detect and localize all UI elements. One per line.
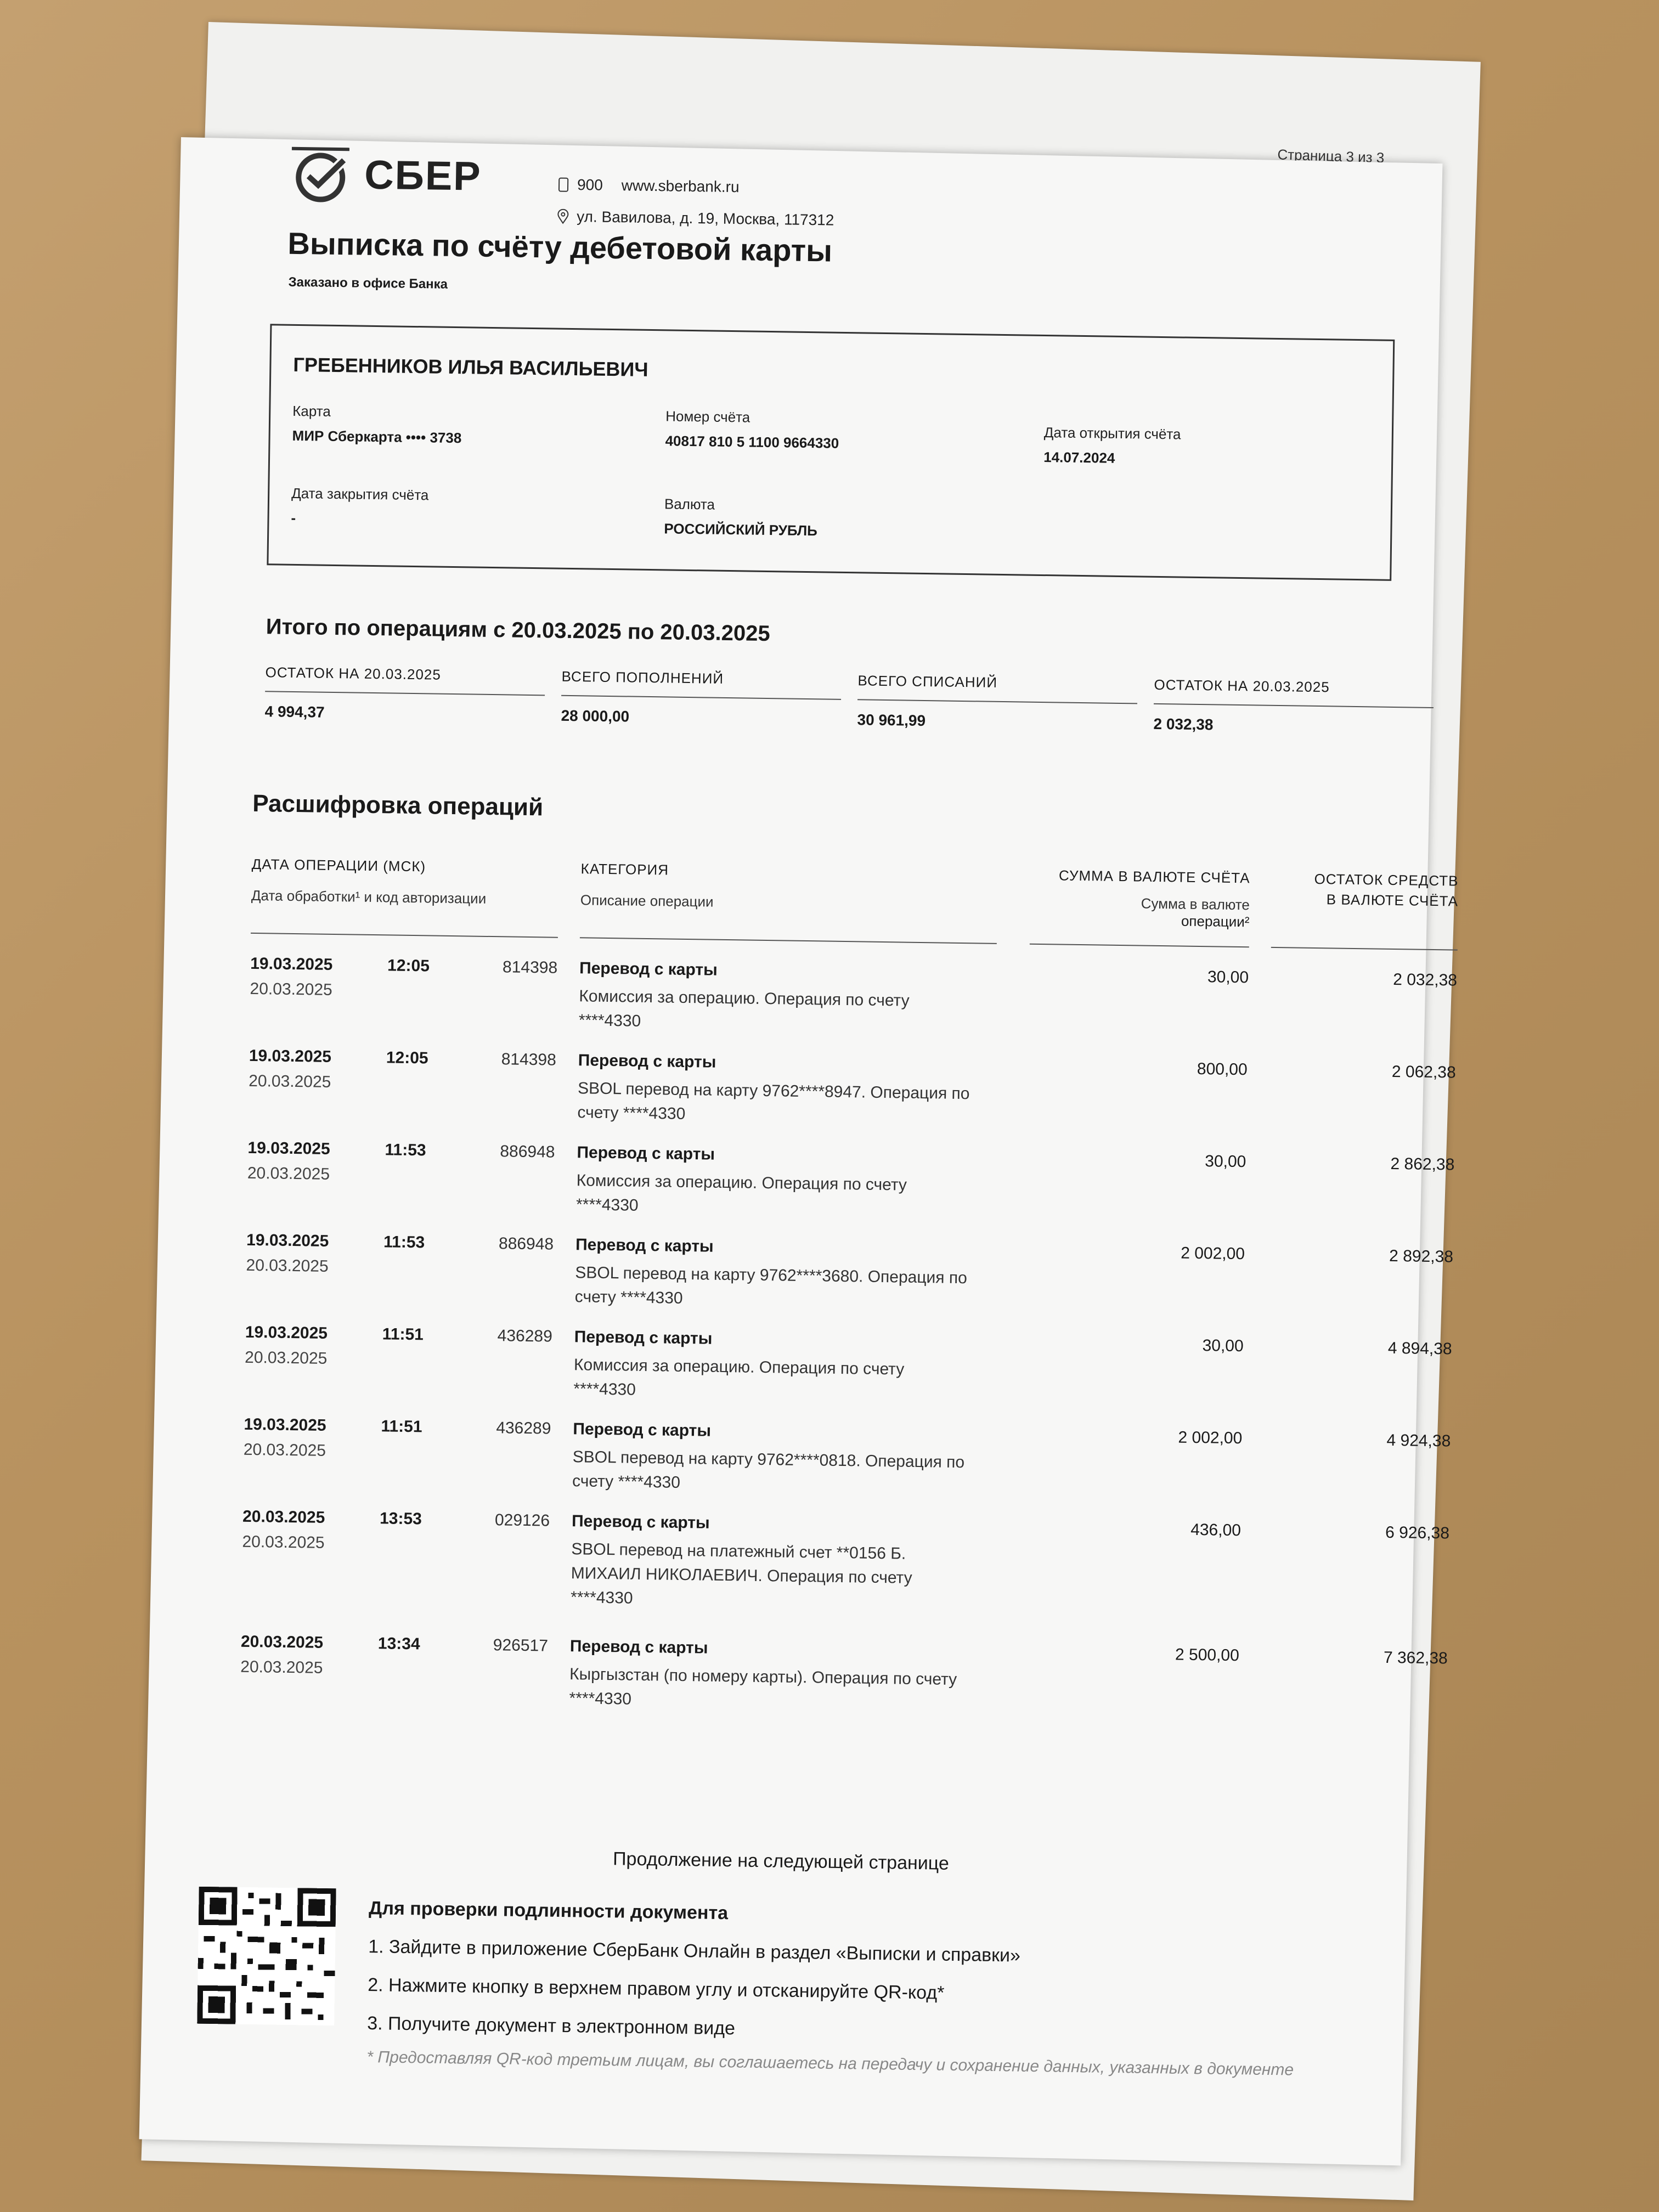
auth-code: 436289 [497, 1327, 553, 1346]
totals-summary [264, 664, 1390, 768]
table-row [242, 1415, 1451, 1523]
operation-description: Кыргызстан (по номеру карты). Операция по счету ****4330 [569, 1665, 957, 1708]
operation-balance: 2 892,38 [1389, 1246, 1454, 1266]
header-divider [1030, 944, 1249, 948]
total-label: ОСТАТОК НА 20.03.2025 [1154, 676, 1434, 708]
card-field [292, 403, 462, 447]
operation-time: 11:53 [385, 1141, 426, 1160]
operation-category: Перевод с карты [578, 1051, 716, 1071]
auth-code: 926517 [493, 1636, 549, 1655]
operation-date: 19.03.2025 [247, 1138, 330, 1158]
operation-time: 13:53 [379, 1509, 422, 1528]
opening-balance [264, 664, 545, 724]
operation-amount: 30,00 [1207, 968, 1249, 987]
close-date-label: Дата закрытия счёта [291, 484, 429, 504]
header-balance-label1: ОСТАТОК СРЕДСТВ [1314, 870, 1459, 889]
operation-amount: 30,00 [1202, 1336, 1244, 1356]
operation-time: 11:53 [383, 1233, 425, 1252]
currency-value: РОССИЙСКИЙ РУБЛЬ [664, 520, 818, 539]
document-subtitle: Заказано в офисе Банка [288, 274, 448, 292]
table-row [240, 1632, 1448, 1741]
sber-logo-icon [289, 143, 356, 205]
account-field [665, 408, 839, 452]
continue-note: Продолжение на следующей странице [612, 1848, 950, 1874]
processing-date: 20.03.2025 [242, 1532, 325, 1552]
auth-code: 886948 [500, 1142, 555, 1161]
operation-time: 11:51 [381, 1417, 422, 1436]
disclaimer: * Предоставляя QR-код третьим лицам, вы соглашаетесь на передачу и сохранение данных, указанных в документе [366, 2048, 1294, 2079]
table-row [248, 1046, 1456, 1155]
operation-time: 12:05 [387, 956, 430, 975]
operation-amount: 2 500,00 [1175, 1645, 1240, 1665]
header-amount [1030, 867, 1250, 931]
phone-icon [557, 177, 569, 193]
auth-code: 814398 [502, 958, 558, 977]
open-date-value: 14.07.2024 [1043, 448, 1115, 466]
processing-date: 20.03.2025 [248, 1071, 331, 1091]
operation-balance: 4 924,38 [1386, 1431, 1451, 1451]
processing-date: 20.03.2025 [246, 1256, 329, 1276]
bank-address: ул. Вавилова, д. 19, Москва, 117312 [577, 208, 834, 229]
operation-date: 19.03.2025 [245, 1323, 328, 1342]
operation-category: Перевод с карты [571, 1512, 710, 1532]
total-value: 2 032,38 [1153, 715, 1214, 733]
header-category [580, 860, 714, 910]
statement-sheet [139, 137, 1459, 2165]
phone-number: 900 [577, 176, 603, 194]
operation-time: 13:34 [377, 1634, 420, 1654]
operation-amount: 30,00 [1205, 1152, 1246, 1171]
operation-date: 20.03.2025 [240, 1632, 324, 1652]
operation-description: Комиссия за операцию. Операция по счету ****4330 [573, 1356, 905, 1399]
closing-balance [1153, 676, 1434, 737]
total-label: ОСТАТОК НА 20.03.2025 [265, 664, 545, 696]
table-row [246, 1138, 1455, 1247]
open-date-label: Дата открытия счёта [1043, 424, 1181, 443]
auth-code: 029126 [494, 1511, 550, 1530]
total-withdrawals [857, 672, 1137, 732]
operation-date: 19.03.2025 [250, 954, 333, 974]
operation-description: SBOL перевод на платежный счет **0156 Б. МИХАИЛ НИКОЛАЕВИЧ. Операция по счету ****4330 [570, 1540, 912, 1607]
header-divider [580, 937, 997, 944]
client-name: ГРЕБЕННИКОВ ИЛЬЯ ВАСИЛЬЕВИЧ [293, 353, 648, 381]
operation-amount: 2 002,00 [1178, 1428, 1243, 1448]
bank-contacts [557, 169, 835, 236]
operation-date: 19.03.2025 [249, 1046, 332, 1066]
header-balance-label2: В ВАЛЮТЕ СЧЁТА [1326, 891, 1459, 910]
table-row [244, 1323, 1452, 1431]
operation-balance: 2 862,38 [1390, 1154, 1455, 1174]
account-label: Номер счёта [665, 408, 751, 426]
operation-description: SBOL перевод на карту 9762****8947. Операция по счету ****4330 [577, 1079, 970, 1123]
total-deposits [561, 668, 841, 729]
operation-time: 11:51 [382, 1325, 424, 1344]
total-label: ВСЕГО СПИСАНИЙ [857, 672, 1138, 704]
card-value: МИР Сберкарта •••• 3738 [292, 427, 462, 447]
total-value: 28 000,00 [561, 707, 630, 725]
operation-category: Перевод с карты [577, 1143, 715, 1164]
operation-date: 19.03.2025 [246, 1231, 329, 1250]
operations-table-header [251, 855, 1459, 954]
website-link[interactable]: www.sberbank.ru [621, 177, 740, 196]
processing-date: 20.03.2025 [244, 1348, 328, 1368]
auth-code: 814398 [501, 1050, 557, 1069]
processing-date: 20.03.2025 [247, 1164, 330, 1183]
operation-date: 19.03.2025 [244, 1415, 326, 1435]
operation-category: Перевод с карты [569, 1637, 708, 1657]
header-balance [1250, 870, 1459, 910]
header-amount-sub2: операции² [1181, 912, 1250, 930]
operation-amount: 436,00 [1190, 1520, 1242, 1540]
total-value: 4 994,37 [264, 703, 325, 721]
card-label: Карта [292, 402, 331, 420]
total-label: ВСЕГО ПОПОЛНЕНИЙ [561, 668, 842, 700]
phone-line [557, 169, 835, 205]
operation-category: Перевод с карты [575, 1235, 714, 1256]
header-date-sub: Дата обработки¹ и код авторизации [251, 887, 487, 907]
auth-code: 436289 [496, 1419, 551, 1438]
header-category-sub: Описание операции [580, 891, 714, 910]
qr-code-icon[interactable] [197, 1887, 336, 2025]
operation-balance: 2 062,38 [1391, 1062, 1456, 1082]
verify-step: 1. Зайдите в приложение СберБанк Онлайн в раздел «Выписки и справки» [368, 1936, 1021, 1966]
header-date [251, 856, 487, 907]
header-divider [251, 933, 558, 938]
operation-category: Перевод с карты [573, 1420, 712, 1440]
table-row [241, 1507, 1450, 1649]
account-value: 40817 810 5 1100 9664330 [665, 432, 839, 452]
verify-step: 2. Нажмите кнопку в верхнем правом углу и отсканируйте QR-код* [367, 1974, 945, 2004]
header-category-label: КАТЕГОРИЯ [580, 860, 669, 878]
table-row [249, 954, 1458, 1063]
total-value: 30 961,99 [857, 711, 926, 730]
operation-description: Комиссия за операцию. Операция по счету ****4330 [575, 1171, 907, 1215]
operation-category: Перевод с карты [579, 959, 718, 979]
sber-logo [289, 143, 482, 206]
page-number: Страница 3 из 3 [1277, 146, 1385, 166]
processing-date: 20.03.2025 [243, 1440, 326, 1460]
operation-balance: 2 032,38 [1392, 970, 1458, 990]
operations-title: Расшифровка операций [252, 789, 544, 821]
currency-label: Валюта [664, 495, 715, 513]
close-date-field [291, 485, 428, 528]
header-date-label: ДАТА ОПЕРАЦИИ (МСК) [251, 855, 426, 875]
location-pin-icon [557, 209, 569, 224]
operation-description: SBOL перевод на карту 9762****3680. Операция по счету ****4330 [574, 1263, 968, 1307]
client-info-box [267, 324, 1395, 581]
operation-description: SBOL перевод на карту 9762****0818. Операция по счету ****4330 [572, 1448, 965, 1492]
operation-balance: 7 362,38 [1383, 1648, 1448, 1668]
verification-instructions [367, 1889, 1022, 2052]
table-row [245, 1231, 1454, 1339]
operation-balance: 6 926,38 [1385, 1523, 1450, 1543]
operation-amount: 2 002,00 [1180, 1244, 1245, 1263]
operation-date: 20.03.2025 [242, 1507, 325, 1527]
operations-list [240, 954, 1458, 1741]
operation-category: Перевод с карты [574, 1328, 713, 1348]
currency-field [664, 495, 818, 539]
close-date-value: - [291, 509, 296, 526]
header-amount-sub1: Сумма в валюте [1141, 895, 1250, 913]
operation-description: Комиссия за операцию. Операция по счету ****4330 [578, 987, 910, 1030]
verify-title: Для проверки подлинности документа [368, 1898, 729, 1924]
header-amount-label: СУММА В ВАЛЮТЕ СЧЁТА [1058, 867, 1250, 887]
open-date-field [1043, 424, 1181, 467]
operation-time: 12:05 [386, 1048, 428, 1068]
statement-page [179, 142, 1459, 2161]
operation-balance: 4 894,38 [1387, 1339, 1452, 1358]
processing-date: 20.03.2025 [250, 979, 332, 999]
logo-text: СБЕР [364, 151, 482, 199]
verify-step: 3. Получите документ в электронном виде [366, 2013, 736, 2039]
auth-code: 886948 [498, 1234, 554, 1254]
document-title: Выписка по счёту дебетовой карты [287, 225, 833, 268]
operation-amount: 800,00 [1197, 1060, 1248, 1079]
processing-date: 20.03.2025 [240, 1657, 323, 1677]
totals-title: Итого по операциям с 20.03.2025 по 20.03.2025 [266, 614, 770, 646]
